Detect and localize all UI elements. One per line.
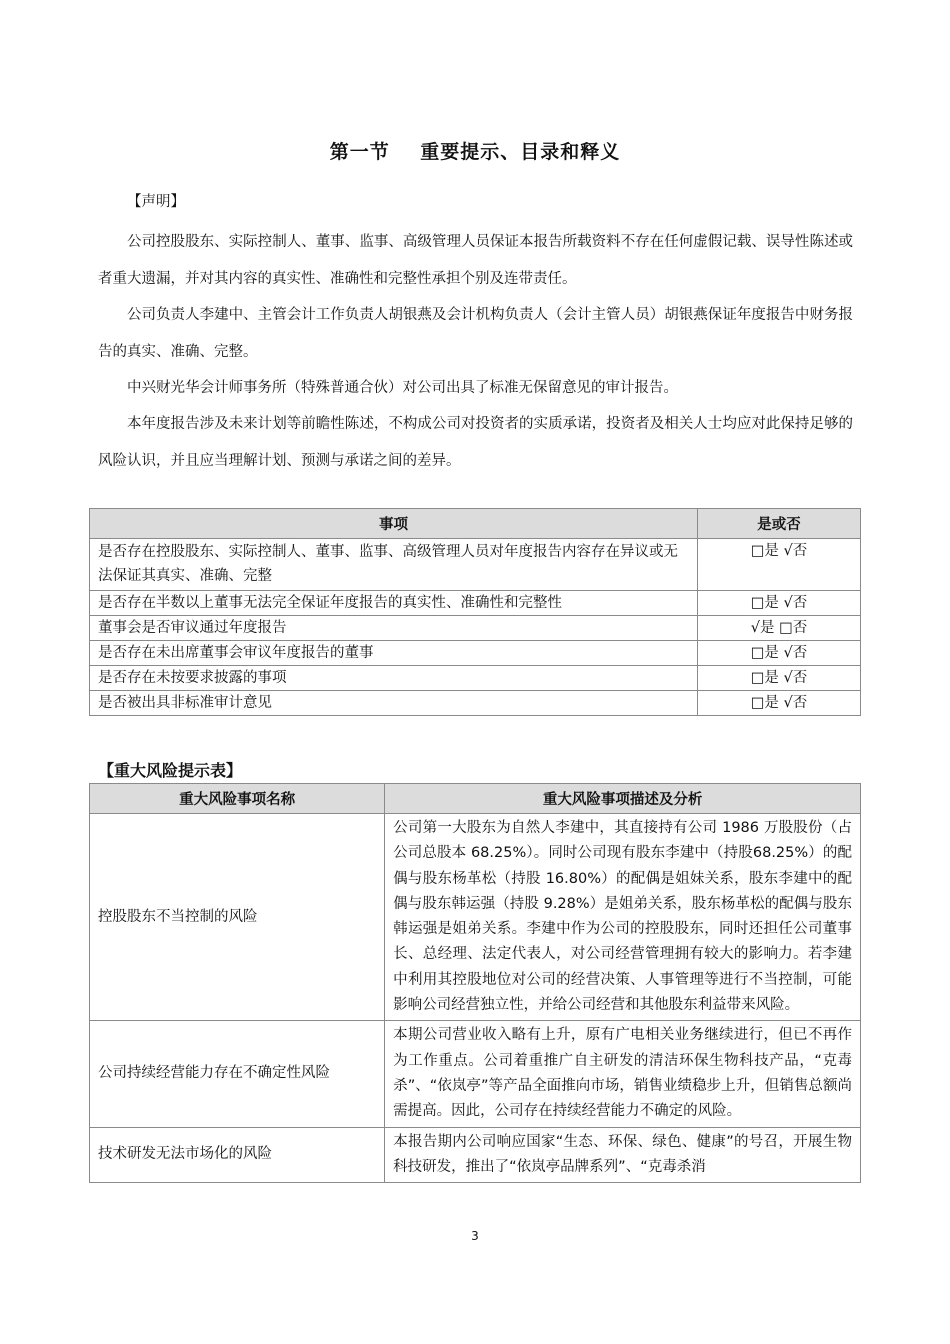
matter-cell: 董事会是否审议通过年度报告 bbox=[90, 616, 698, 641]
risk-table-heading: 【重大风险提示表】 bbox=[98, 761, 243, 780]
yes-no-cell: □是 √否 bbox=[698, 641, 861, 666]
risk-table bbox=[89, 783, 861, 1183]
risk-name-cell: 技术研发无法市场化的风险 bbox=[90, 1127, 385, 1183]
column-header-risk-description: 重大风险事项描述及分析 bbox=[385, 784, 861, 814]
page-number: 3 bbox=[471, 1229, 479, 1243]
risk-description-cell: 公司第一大股东为自然人李建中，其直接持有公司 1986 万股股份（占公司总股本 68.25%）。同时公司现有股东李建中（持股68.25%）的配偶与股东杨革松（持股 16.80%）的配偶是姐妹关系，股东李建中的配偶与股东韩运强（持股 9.28%）是姐弟关系，股东杨革松的配偶与股东韩运强是姐弟关系。李建中作为公司的控股股东，同时还担任公司董事长、总经理、法定代表人，对公司经营管理拥有较大的影响力。若李建中利用其控股地位对公司的经营决策、人事管理等进行不当控制，可能影响公司经营独立性，并给公司经营和其他股东利益带来风险。 bbox=[385, 814, 861, 1021]
table-row bbox=[90, 1021, 861, 1127]
matter-cell: 是否存在半数以上董事无法完全保证年度报告的真实性、准确性和完整性 bbox=[90, 591, 698, 616]
matter-cell: 是否存在控股股东、实际控制人、董事、监事、高级管理人员对年度报告内容存在异议或无法保证其真实、准确、完整 bbox=[90, 539, 698, 591]
matters-table bbox=[89, 508, 861, 716]
table-header-row bbox=[90, 784, 861, 814]
table-row bbox=[90, 814, 861, 1021]
declaration-paragraph: 中兴财光华会计师事务所（特殊普通合伙）对公司出具了标准无保留意见的审计报告。 bbox=[127, 380, 678, 396]
column-header-matter: 事项 bbox=[90, 509, 698, 539]
yes-no-cell: □是 √否 bbox=[698, 591, 861, 616]
table-row bbox=[90, 1127, 861, 1183]
table-row bbox=[90, 666, 861, 691]
table-row bbox=[90, 539, 861, 591]
matter-cell: 是否存在未按要求披露的事项 bbox=[90, 666, 698, 691]
yes-no-cell: □是 √否 bbox=[698, 539, 861, 591]
risk-description-cell: 本期公司营业收入略有上升，原有广电相关业务继续进行，但已不再作为工作重点。公司着重推广自主研发的清洁环保生物科技产品，“克毒杀”、“依岚亭”等产品全面推向市场，销售业绩稳步上升，但销售总额尚需提高。因此，公司存在持续经营能力不确定的风险。 bbox=[385, 1021, 861, 1127]
yes-no-cell: □是 √否 bbox=[698, 666, 861, 691]
column-header-risk-name: 重大风险事项名称 bbox=[90, 784, 385, 814]
risk-description-cell: 本报告期内公司响应国家“生态、环保、绿色、健康”的号召，开展生物科技研发，推出了“依岚亭品牌系列”、“克毒杀消 bbox=[385, 1127, 861, 1183]
risk-name-cell: 控股股东不当控制的风险 bbox=[90, 814, 385, 1021]
matter-cell: 是否被出具非标准审计意见 bbox=[90, 691, 698, 716]
table-row bbox=[90, 591, 861, 616]
table-row bbox=[90, 641, 861, 666]
declaration-paragraph: 公司负责人李建中、主管会计工作负责人胡银燕及会计机构负责人（会计主管人员）胡银燕保证年度报告中财务报告的真实、准确、完整。 bbox=[98, 307, 853, 360]
declaration-heading: 【声明】 bbox=[127, 194, 185, 210]
table-row bbox=[90, 691, 861, 716]
yes-no-cell: □是 √否 bbox=[698, 691, 861, 716]
table-header-row bbox=[90, 509, 861, 539]
declaration-paragraph: 公司控股股东、实际控制人、董事、监事、高级管理人员保证本报告所载资料不存在任何虚假记载、误导性陈述或者重大遗漏，并对其内容的真实性、准确性和完整性承担个别及连带责任。 bbox=[98, 234, 853, 287]
column-header-yes-no: 是或否 bbox=[698, 509, 861, 539]
page-title: 第一节 重要提示、目录和释义 bbox=[329, 141, 621, 163]
yes-no-cell: √是 □否 bbox=[698, 616, 861, 641]
table-row bbox=[90, 616, 861, 641]
risk-name-cell: 公司持续经营能力存在不确定性风险 bbox=[90, 1021, 385, 1127]
matter-cell: 是否存在未出席董事会审议年度报告的董事 bbox=[90, 641, 698, 666]
declaration-paragraph: 本年度报告涉及未来计划等前瞻性陈述，不构成公司对投资者的实质承诺，投资者及相关人士均应对此保持足够的风险认识，并且应当理解计划、预测与承诺之间的差异。 bbox=[98, 416, 853, 469]
